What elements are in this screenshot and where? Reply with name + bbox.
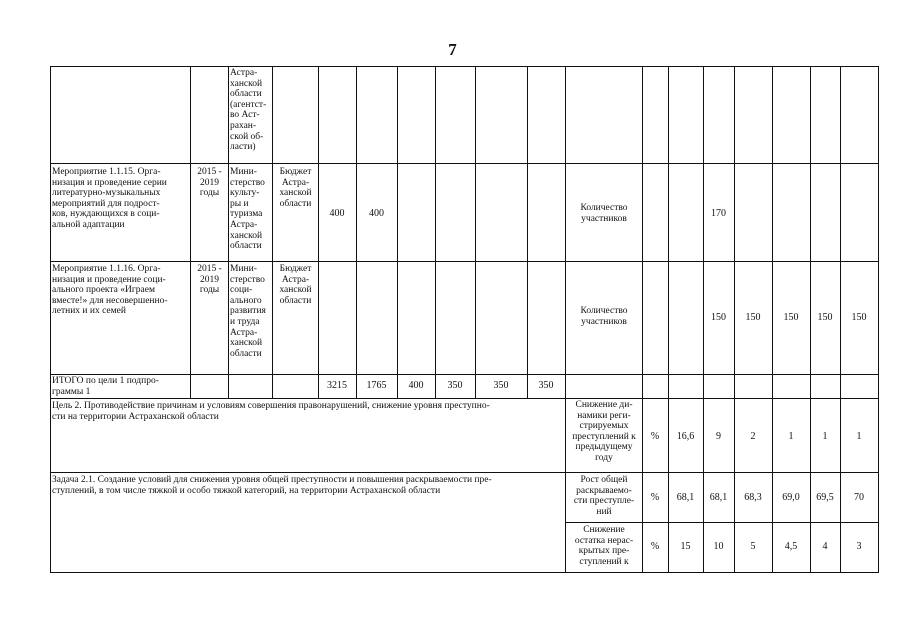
task-2-1-indicator: Рост общей раскрываемо- сти преступле- ний: [573, 475, 635, 517]
last-unit: %: [650, 541, 660, 552]
value-1-1-16-e: 150: [851, 312, 867, 323]
last-value-b: 10: [713, 541, 724, 552]
task-2-1-unit: %: [650, 492, 660, 503]
last-value-a: 15: [680, 541, 691, 552]
goal-2-value-d: 1: [788, 431, 794, 442]
task-2-1-text: Задача 2.1. Создание условий для снижения уровня общей преступности и повышения раскрываемости пре- ступлений, в том числе тяжкой и особо тяжкой категорий, на территории Астраханской области: [52, 475, 492, 496]
source-1-1-15: Бюджет Астра- ханской области: [279, 167, 312, 209]
task-2-1-value-b: 68,1: [709, 492, 728, 503]
last-value-c: 5: [750, 541, 756, 552]
task-2-1-value-a: 68,1: [676, 492, 695, 503]
task-2-1-value-f: 70: [854, 492, 864, 503]
indicator-1-1-16: Количество участников: [580, 306, 628, 327]
task-2-1-value-d: 69,0: [782, 492, 800, 503]
finance-1-1-15-2016: 400: [369, 208, 384, 219]
goal-2-indicator: Снижение ди- намики реги- стрируемых преступлений к предыдущему году: [572, 400, 636, 463]
event-1-1-16: Мероприятие 1.1.16. Орга- низация и проведение соци- ального проекта «Играем вместе!» для несовершенно- летних и их семей: [52, 264, 168, 317]
page-number: 7: [448, 40, 457, 59]
source-1-1-16: Бюджет Астра- ханской области: [279, 264, 312, 306]
goal-2-value-c: 2: [750, 431, 756, 442]
event-1-1-15: Мероприятие 1.1.15. Орга- низация и проведение серии литературно-музыкальных мероприятий для подрост- ков, нуждающихся в соци- альной адаптации: [52, 167, 167, 230]
goal-2-value-a: 16,6: [676, 431, 695, 442]
value-1-1-16-c: 150: [783, 312, 799, 323]
total-2020: 350: [538, 380, 554, 391]
total-2019: 350: [493, 380, 509, 391]
goal-2-value-f: 1: [856, 431, 862, 442]
executor-1-1-16: Мини- стерство соци- ального развития и труда Астра- ханской области: [230, 264, 266, 359]
total-2015: 3215: [327, 380, 347, 391]
period-1-1-16: 2015 - 2019 годы: [197, 264, 222, 296]
executor-cell-top: Астра- ханской области (агентст- во Аст- рахан- ской об- ласти): [230, 68, 267, 153]
task-2-1-value-c: 68,3: [744, 492, 762, 503]
indicator-1-1-15: Количество участников: [580, 203, 628, 224]
executor-1-1-15: Мини- стерство культу- ры и туризма Астра- ханской области: [230, 167, 265, 252]
task-2-1-value-e: 69,5: [816, 492, 834, 503]
last-value-e: 4: [822, 541, 828, 552]
period-1-1-15: 2015 - 2019 годы: [197, 167, 222, 199]
total-label: ИТОГО по цели 1 подпро- граммы 1: [52, 376, 159, 397]
goal-2-text: Цель 2. Противодействие причинам и условиям совершения правонарушений, снижение уровня преступно- сти на территории Астраханской области: [52, 401, 490, 422]
last-value-f: 3: [856, 541, 862, 552]
finance-1-1-15-2015: 400: [329, 208, 345, 219]
goal-2-value-e: 1: [822, 431, 828, 442]
total-2017: 400: [408, 380, 424, 391]
last-value-d: 4,5: [784, 541, 798, 552]
goal-2-value-b: 9: [716, 431, 721, 442]
value-1-1-16-b: 150: [745, 312, 761, 323]
total-2018: 350: [447, 380, 463, 391]
value-1-1-16-a: 150: [711, 312, 726, 323]
value-1-1-15: 170: [711, 208, 726, 219]
total-2016: 1765: [366, 380, 387, 391]
goal-2-unit: %: [650, 431, 660, 442]
last-indicator: Снижение остатка нерас- крытых пре- ступлений к: [574, 525, 634, 567]
value-1-1-16-d: 150: [817, 312, 833, 323]
